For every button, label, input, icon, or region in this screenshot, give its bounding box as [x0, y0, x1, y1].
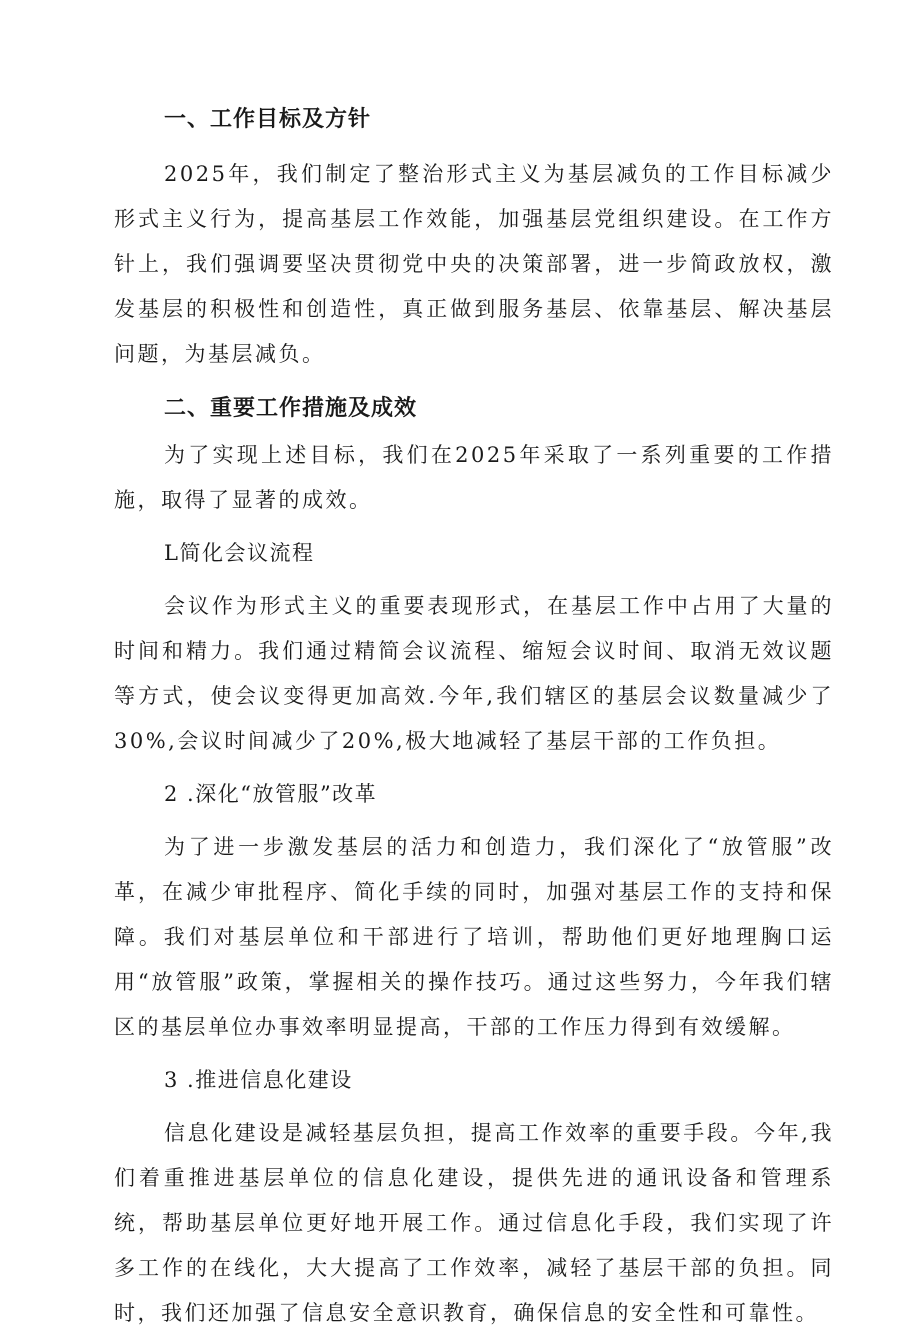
section-heading: 一、工作目标及方针: [164, 107, 372, 132]
document-page: [114, 96, 834, 1336]
section-heading: 二、重要工作措施及成效: [164, 396, 418, 421]
subsection-paragraph: 会议作为形式主义的重要表现形式，在基层工作中占用了大量的时间和精力。我们通过精简会议流程、缩短会议时间、取消无效议题等方式，使会议变得更加高效.今年,我们辖区的基层会议数量减少了30%,会议时间减少了20%,极大地减轻了基层干部的工作负担。: [114, 594, 834, 753]
subsection-paragraph: 为了进一步激发基层的活力和创造力，我们深化了“放管服”改革，在减少审批程序、简化手续的同时，加强对基层工作的支持和保障。我们对基层单位和干部进行了培训，帮助他们更好地理胸口运用“放管服”政策，掌握相关的操作技巧。通过这些努力，今年我们辖区的基层单位办事效率明显提高，干部的工作压力得到有效缓解。: [114, 835, 834, 1039]
section-intro: 为了实现上述目标，我们在2025年采取了一系列重要的工作措施，取得了显著的成效。: [114, 443, 834, 512]
subsection-title: 2 .深化“放管服”改革: [164, 782, 378, 806]
section-paragraph: 2025年，我们制定了整治形式主义为基层减负的工作目标减少形式主义行为，提高基层工作效能，加强基层党组织建设。在工作方针上，我们强调要坚决贯彻党中央的决策部署，进一步简政放权，激发基层的积极性和创造性，真正做到服务基层、依靠基层、解决基层问题，为基层减负。: [114, 162, 834, 366]
subsection-paragraph: 信息化建设是减轻基层负担，提高工作效率的重要手段。今年,我们着重推进基层单位的信息化建设，提供先进的通讯设备和管理系统，帮助基层单位更好地开展工作。通过信息化手段，我们实现了许多工作的在线化，大大提高了工作效率，减轻了基层干部的负担。同时，我们还加强了信息安全意识教育，确保信息的安全性和可靠性。: [114, 1121, 834, 1325]
subsection-title: 3 .推进信息化建设: [164, 1068, 353, 1092]
subsection-title: L简化会议流程: [164, 541, 315, 565]
